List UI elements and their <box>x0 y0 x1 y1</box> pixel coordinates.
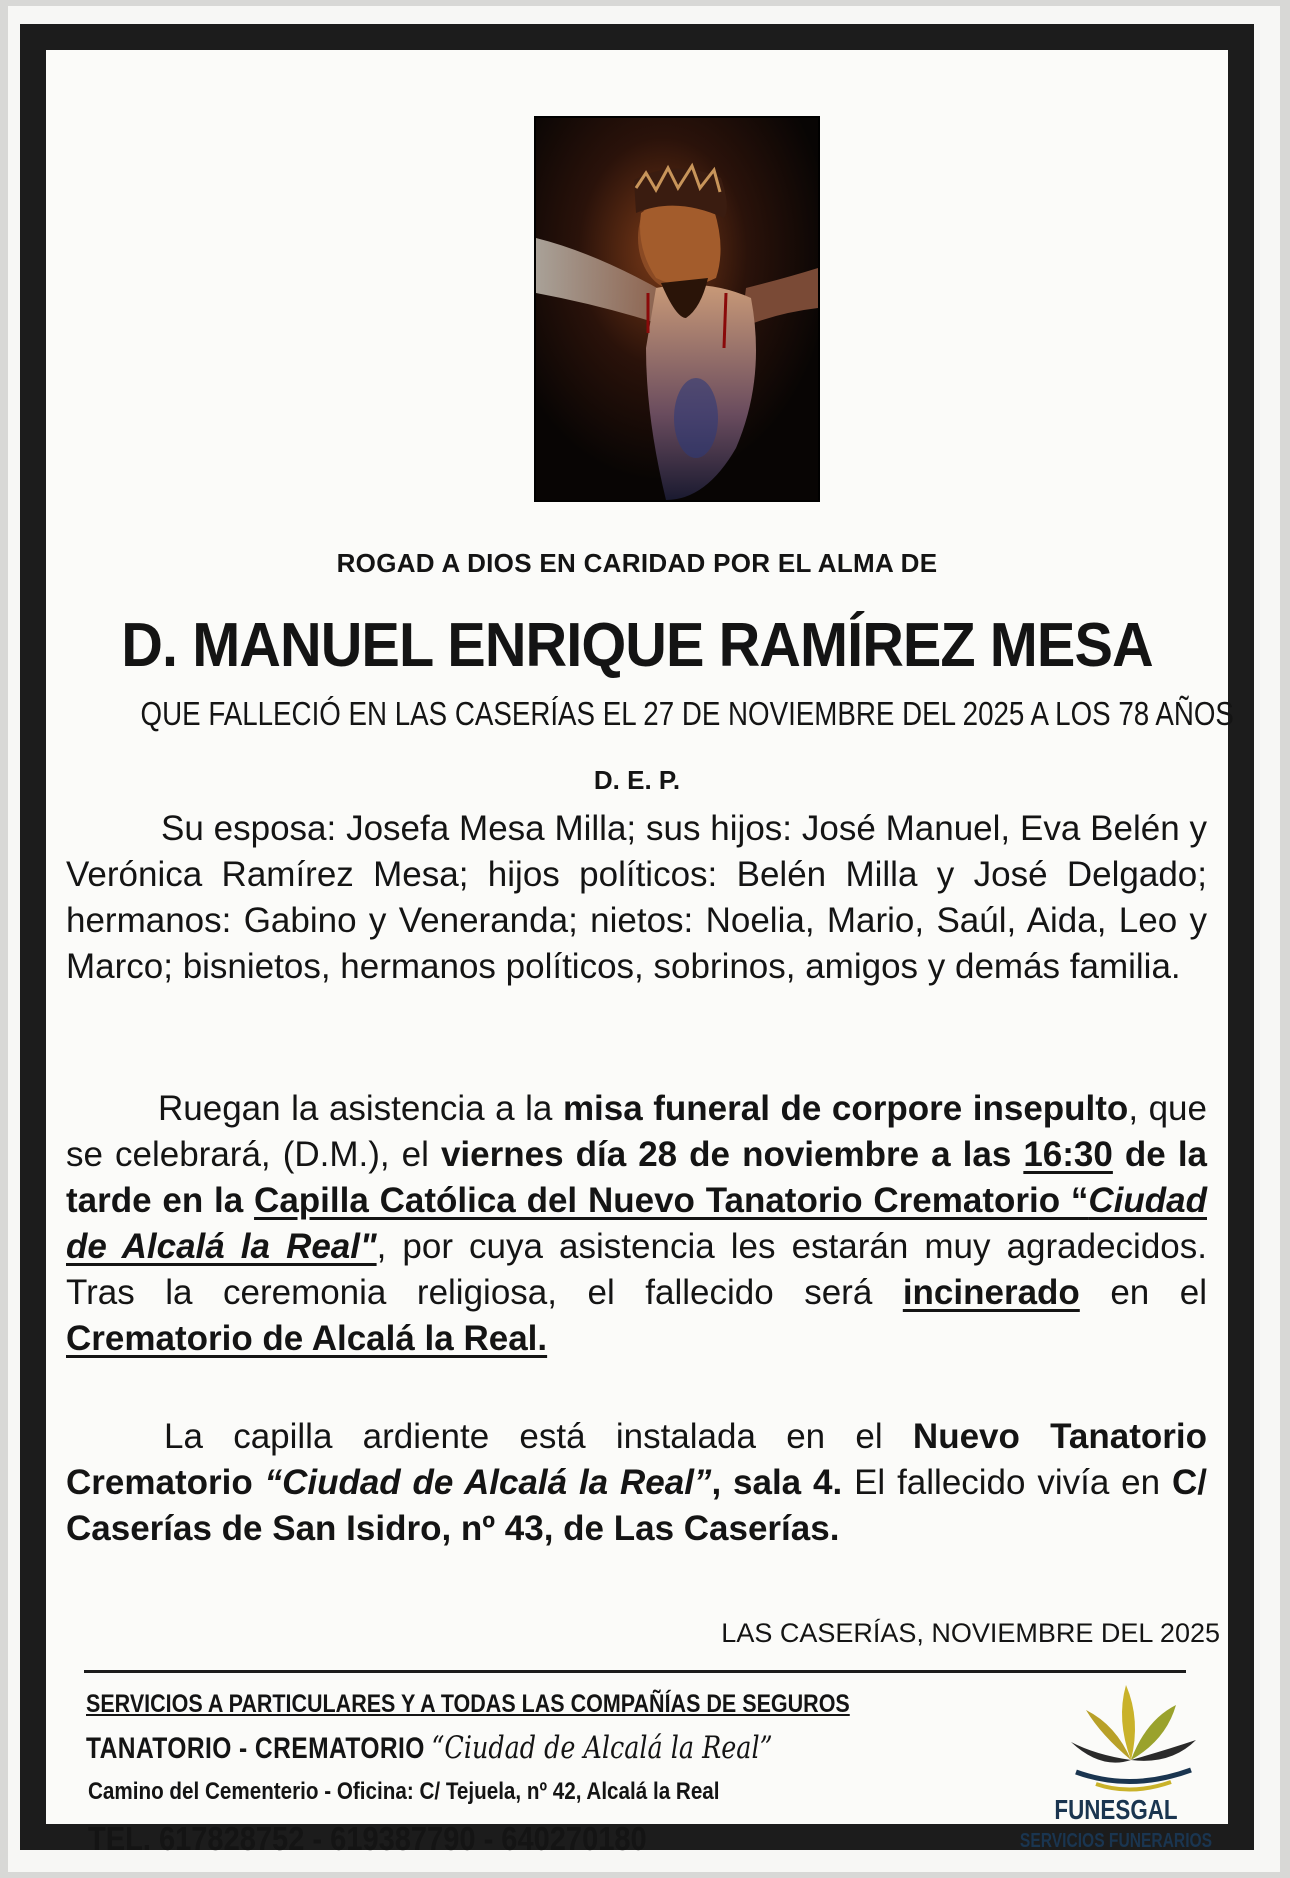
funeral-venue-city: Ciudad de Alcalá la Real" <box>66 1181 1207 1266</box>
chapel-venue-city: “Ciudad de Alcalá la Real” <box>264 1463 712 1502</box>
funeral-text-4: , por cuya asistencia les estarán muy agradecidos. Tras la ceremonia religiosa, el fallecido será <box>66 1227 1207 1312</box>
funeral-mass: misa funeral de corpore insepulto <box>562 1089 1129 1128</box>
crucified-christ-photo <box>534 116 820 502</box>
footer-services: SERVICIOS A PARTICULARES Y A TODAS LAS COMPAÑÍAS DE SEGUROS <box>86 1690 850 1718</box>
chapel-venue: Nuevo Tanatorio Crematorio <box>66 1417 1208 1502</box>
footer-brand-script: “Ciudad de Alcalá la Real” <box>431 1730 773 1766</box>
funeral-venue-name: Capilla Católica del Nuevo Tanatorio Crematorio “ <box>254 1181 1089 1220</box>
cremation-word: incinerado <box>902 1273 1080 1312</box>
footer-phones: TEL. 617828752 - 619387790 - 640270180 <box>88 1820 647 1857</box>
mourning-border <box>20 24 1254 1857</box>
death-info: QUE FALLECIÓ EN LAS CASERÍAS EL 27 DE NOVIEMBRE DEL 2025 A LOS 78 AÑOS <box>140 695 1234 732</box>
chapel-text-2: El fallecido vivía en <box>842 1463 1172 1502</box>
deceased-name: D. MANUEL ENRIQUE RAMÍREZ MESA <box>121 611 1153 680</box>
footer-divider <box>84 1670 1186 1673</box>
family-paragraph <box>66 806 1207 990</box>
funeral-paragraph <box>66 1086 1207 1362</box>
funeral-text-1: Ruegan la asistencia a la <box>158 1089 563 1128</box>
footer-address: Camino del Cementerio - Oficina: C/ Tejuela, nº 42, Alcalá la Real <box>88 1778 720 1805</box>
prayer-heading: ROGAD A DIOS EN CARIDAD POR EL ALMA DE <box>336 548 938 578</box>
funeral-text-5: en el <box>1079 1273 1208 1312</box>
funeral-time: 16:30 <box>1023 1135 1113 1174</box>
funeral-text-3: de la tarde en la <box>66 1135 1208 1220</box>
page-background <box>8 6 1280 1872</box>
rest-in-peace: D. E. P. <box>593 765 681 795</box>
chapel-room: , sala 4. <box>711 1463 843 1502</box>
chapel-text-1: La capilla ardiente está instalada en el <box>164 1417 913 1456</box>
family-text: Su esposa: Josefa Mesa Milla; sus hijos: José Manuel, Eva Belén y Verónica Ramírez Mesa; hijos políticos: Belén Milla y José Delgado; hermanos: Gabino y Veneranda; nietos: Noelia, Mario, Saúl, Aida, Leo y Marco; bisnietos, hermanos políticos, sobrinos, amigos y demás familia. <box>66 809 1207 986</box>
footer-brand-name: TANATORIO - CREMATORIO <box>86 1732 425 1765</box>
footer-brand <box>86 1730 773 1766</box>
funeral-text-2: , que se celebrará, (D.M.), el <box>66 1089 1207 1174</box>
place-and-date: LAS CASERÍAS, NOVIEMBRE DEL 2025 <box>721 1618 1220 1648</box>
logo-subtitle: SERVICIOS FUNERARIOS <box>1019 1830 1213 1852</box>
logo-name: FUNESGAL <box>1054 1794 1178 1825</box>
funeral-date: viernes día 28 de noviembre a las <box>440 1135 1024 1174</box>
crematorium-name: Crematorio de Alcalá la Real. <box>66 1319 548 1358</box>
chapel-paragraph <box>66 1414 1207 1552</box>
residence-address: C/ Caserías de San Isidro, nº 43, de Las Caserías. <box>66 1463 1207 1548</box>
leaf-fan-icon <box>1056 1680 1206 1800</box>
